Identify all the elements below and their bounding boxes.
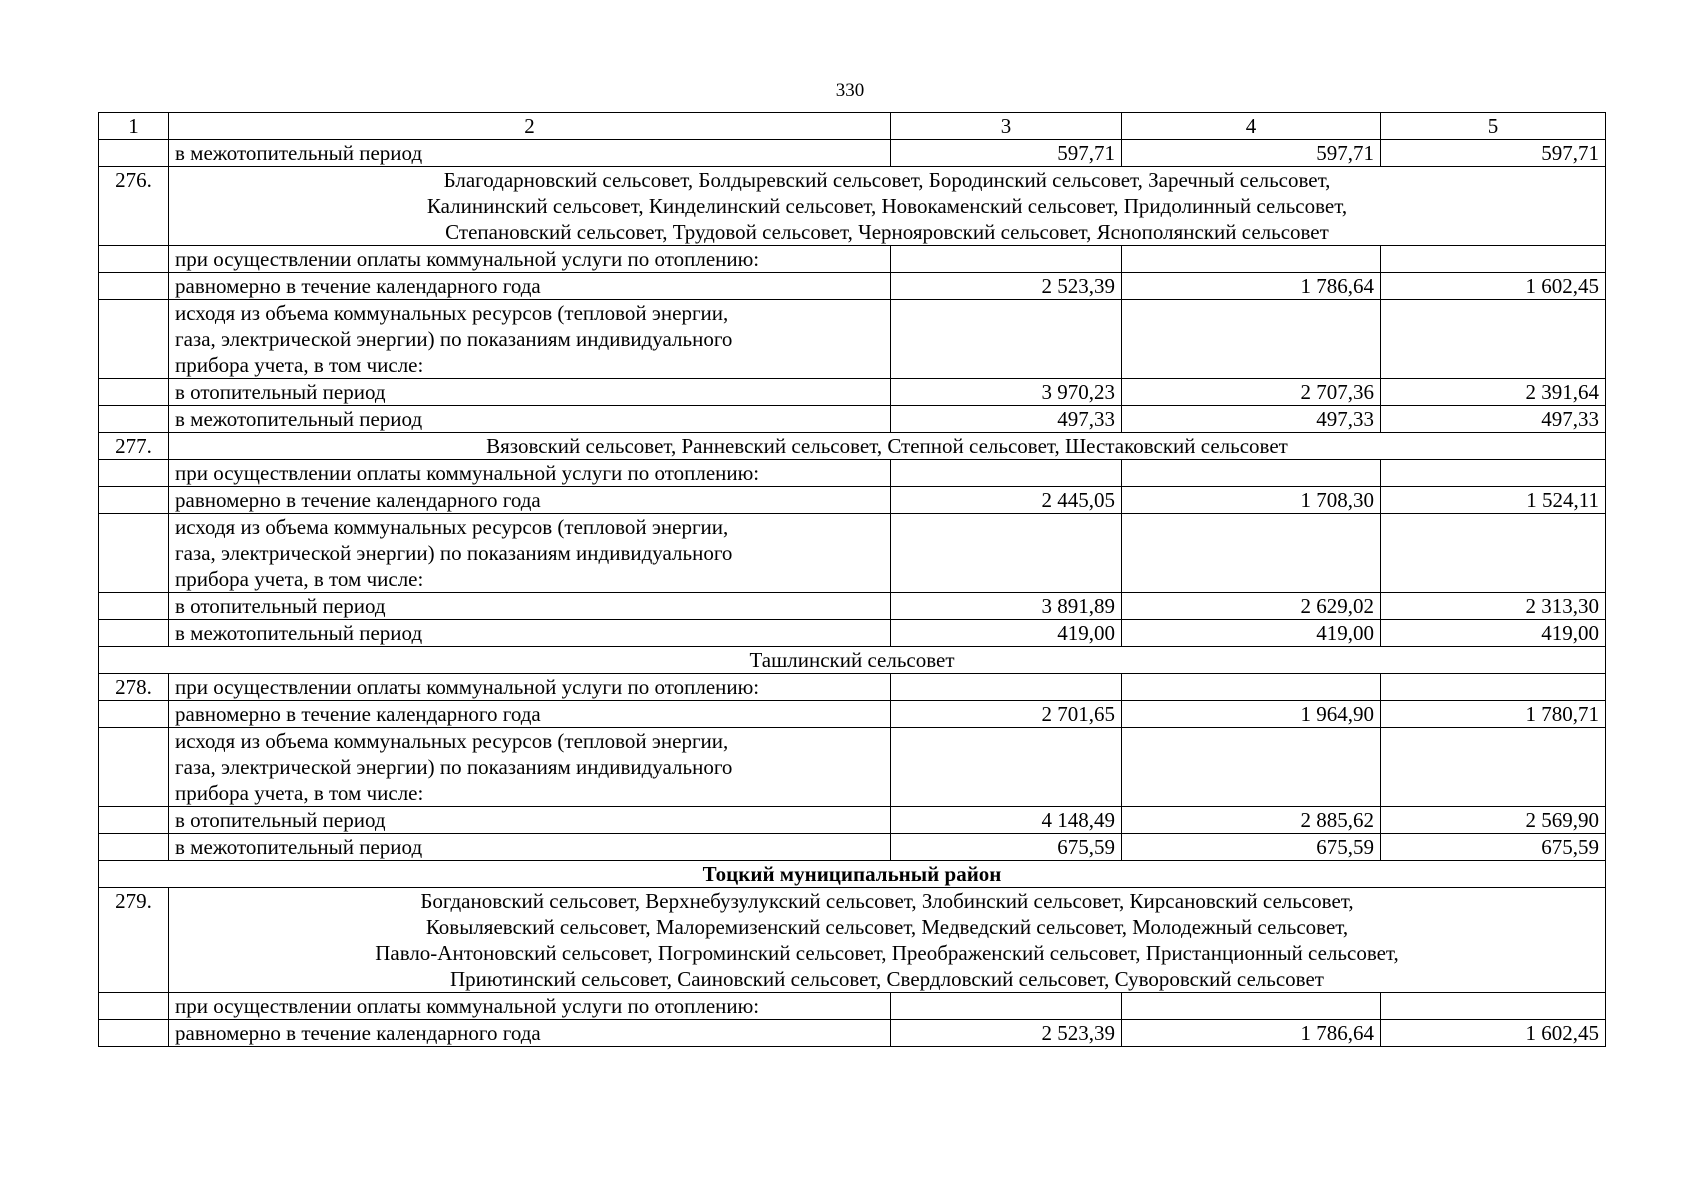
row-number-cell bbox=[99, 246, 169, 273]
value-col3-cell: 3 891,89 bbox=[891, 593, 1122, 620]
value-col3-cell bbox=[891, 460, 1122, 487]
table-row bbox=[99, 593, 1606, 620]
row-number-cell bbox=[99, 300, 169, 379]
table-body bbox=[99, 140, 1606, 1047]
table-row bbox=[99, 140, 1606, 167]
row-number-cell bbox=[99, 406, 169, 433]
row-number-cell bbox=[99, 593, 169, 620]
row-number-cell bbox=[99, 701, 169, 728]
table-row bbox=[99, 834, 1606, 861]
column-header-1: 1 bbox=[99, 113, 169, 140]
value-col3-cell: 3 970,23 bbox=[891, 379, 1122, 406]
value-col5-cell: 2 569,90 bbox=[1381, 807, 1606, 834]
value-col3-cell: 497,33 bbox=[891, 406, 1122, 433]
value-col5-cell: 2 313,30 bbox=[1381, 593, 1606, 620]
row-label-cell: в межотопительный период bbox=[169, 140, 891, 167]
row-label-cell: равномерно в течение календарного года bbox=[169, 1020, 891, 1047]
table-row bbox=[99, 273, 1606, 300]
district-row bbox=[99, 861, 1606, 888]
value-col4-cell bbox=[1122, 460, 1381, 487]
row-label-cell: при осуществлении оплаты коммунальной услуги по отоплению: bbox=[169, 460, 891, 487]
row-label-cell: равномерно в течение календарного года bbox=[169, 273, 891, 300]
row-number-cell bbox=[99, 834, 169, 861]
table-row bbox=[99, 300, 1606, 379]
value-col3-cell bbox=[891, 514, 1122, 593]
section-title-cell: Ташлинский сельсовет bbox=[99, 647, 1606, 674]
row-label-cell: в отопительный период bbox=[169, 807, 891, 834]
value-col4-cell bbox=[1122, 674, 1381, 701]
row-number-cell: 276. bbox=[99, 167, 169, 246]
group-row bbox=[99, 167, 1606, 246]
value-col5-cell bbox=[1381, 674, 1606, 701]
value-col3-cell: 419,00 bbox=[891, 620, 1122, 647]
value-col3-cell: 2 523,39 bbox=[891, 273, 1122, 300]
page-number: 330 bbox=[835, 80, 865, 101]
row-number-cell bbox=[99, 379, 169, 406]
table-row bbox=[99, 701, 1606, 728]
value-col5-cell: 1 524,11 bbox=[1381, 487, 1606, 514]
row-label-cell: равномерно в течение календарного года bbox=[169, 701, 891, 728]
table-row bbox=[99, 379, 1606, 406]
group-councils-cell: Богдановский сельсовет, Верхнебузулукский сельсовет, Злобинский сельсовет, Кирсановский сельсовет, Ковыляевский сельсовет, Малоремизенский сельсовет, Медведский сельсовет, Молодежный сельсовет, Павло-Антоновский сельсовет, Погроминский сельсовет, Преображенский сельсовет, Пристанционный сельсовет, Приютинский сельсовет, Саиновский сельсовет, Свердловский сельсовет, Суворовский сельсовет bbox=[169, 888, 1606, 993]
row-label-cell: равномерно в течение календарного года bbox=[169, 487, 891, 514]
row-label-cell: при осуществлении оплаты коммунальной услуги по отоплению: bbox=[169, 246, 891, 273]
row-label-cell: в отопительный период bbox=[169, 593, 891, 620]
row-number-cell: 277. bbox=[99, 433, 169, 460]
group-councils-cell: Благодарновский сельсовет, Болдыревский сельсовет, Бородинский сельсовет, Заречный сельсовет, Калининский сельсовет, Кинделинский сельсовет, Новокаменский сельсовет, Придолинный сельсовет, Степановский сельсовет, Трудовой сельсовет, Чернояровский сельсовет, Яснополянский сельсовет bbox=[169, 167, 1606, 246]
group-councils-cell: Вязовский сельсовет, Ранневский сельсовет, Степной сельсовет, Шестаковский сельсовет bbox=[169, 433, 1606, 460]
value-col3-cell bbox=[891, 674, 1122, 701]
value-col5-cell: 597,71 bbox=[1381, 140, 1606, 167]
value-col3-cell bbox=[891, 246, 1122, 273]
row-number-cell bbox=[99, 460, 169, 487]
value-col5-cell bbox=[1381, 514, 1606, 593]
row-number-cell: 278. bbox=[99, 674, 169, 701]
value-col5-cell: 1 602,45 bbox=[1381, 273, 1606, 300]
value-col3-cell: 2 701,65 bbox=[891, 701, 1122, 728]
row-number-cell bbox=[99, 1020, 169, 1047]
row-label-cell: в межотопительный период bbox=[169, 406, 891, 433]
value-col4-cell bbox=[1122, 993, 1381, 1020]
value-col4-cell: 675,59 bbox=[1122, 834, 1381, 861]
table-row bbox=[99, 674, 1606, 701]
value-col3-cell: 2 523,39 bbox=[891, 1020, 1122, 1047]
section-row bbox=[99, 647, 1606, 674]
value-col4-cell: 1 786,64 bbox=[1122, 273, 1381, 300]
value-col3-cell: 675,59 bbox=[891, 834, 1122, 861]
value-col3-cell bbox=[891, 993, 1122, 1020]
value-col5-cell: 419,00 bbox=[1381, 620, 1606, 647]
table-row bbox=[99, 246, 1606, 273]
row-number-cell bbox=[99, 807, 169, 834]
value-col3-cell: 2 445,05 bbox=[891, 487, 1122, 514]
district-title-cell: Тоцкий муниципальный район bbox=[99, 861, 1606, 888]
row-label-cell: при осуществлении оплаты коммунальной услуги по отоплению: bbox=[169, 993, 891, 1020]
row-label-cell: исходя из объема коммунальных ресурсов (тепловой энергии, газа, электрической энергии) по показаниям индивидуального прибора учета, в том числе: bbox=[169, 728, 891, 807]
value-col4-cell: 2 707,36 bbox=[1122, 379, 1381, 406]
value-col4-cell: 497,33 bbox=[1122, 406, 1381, 433]
value-col4-cell bbox=[1122, 728, 1381, 807]
table-row bbox=[99, 460, 1606, 487]
row-number-cell bbox=[99, 728, 169, 807]
value-col4-cell: 1 786,64 bbox=[1122, 1020, 1381, 1047]
value-col4-cell: 1 708,30 bbox=[1122, 487, 1381, 514]
row-label-cell: исходя из объема коммунальных ресурсов (тепловой энергии, газа, электрической энергии) по показаниям индивидуального прибора учета, в том числе: bbox=[169, 514, 891, 593]
value-col5-cell: 2 391,64 bbox=[1381, 379, 1606, 406]
value-col5-cell: 675,59 bbox=[1381, 834, 1606, 861]
value-col4-cell: 419,00 bbox=[1122, 620, 1381, 647]
row-label-cell: в межотопительный период bbox=[169, 834, 891, 861]
value-col5-cell: 1 780,71 bbox=[1381, 701, 1606, 728]
row-label-cell: в межотопительный период bbox=[169, 620, 891, 647]
group-row bbox=[99, 433, 1606, 460]
value-col4-cell: 2 629,02 bbox=[1122, 593, 1381, 620]
table-row bbox=[99, 1020, 1606, 1047]
value-col5-cell bbox=[1381, 993, 1606, 1020]
value-col3-cell bbox=[891, 728, 1122, 807]
row-number-cell: 279. bbox=[99, 888, 169, 993]
value-col4-cell: 597,71 bbox=[1122, 140, 1381, 167]
table-row bbox=[99, 807, 1606, 834]
row-number-cell bbox=[99, 140, 169, 167]
value-col4-cell bbox=[1122, 246, 1381, 273]
table-row bbox=[99, 728, 1606, 807]
row-label-cell: при осуществлении оплаты коммунальной услуги по отоплению: bbox=[169, 674, 891, 701]
value-col4-cell bbox=[1122, 300, 1381, 379]
value-col5-cell bbox=[1381, 300, 1606, 379]
row-number-cell bbox=[99, 487, 169, 514]
row-label-cell: исходя из объема коммунальных ресурсов (тепловой энергии, газа, электрической энергии) по показаниям индивидуального прибора учета, в том числе: bbox=[169, 300, 891, 379]
value-col4-cell: 2 885,62 bbox=[1122, 807, 1381, 834]
value-col5-cell: 1 602,45 bbox=[1381, 1020, 1606, 1047]
value-col5-cell bbox=[1381, 246, 1606, 273]
value-col4-cell: 1 964,90 bbox=[1122, 701, 1381, 728]
row-number-cell bbox=[99, 620, 169, 647]
row-number-cell bbox=[99, 514, 169, 593]
value-col5-cell bbox=[1381, 728, 1606, 807]
value-col4-cell bbox=[1122, 514, 1381, 593]
row-label-cell: в отопительный период bbox=[169, 379, 891, 406]
row-number-cell bbox=[99, 993, 169, 1020]
value-col3-cell: 597,71 bbox=[891, 140, 1122, 167]
table-row bbox=[99, 406, 1606, 433]
row-number-cell bbox=[99, 273, 169, 300]
column-header-3: 3 bbox=[891, 113, 1122, 140]
column-header-5: 5 bbox=[1381, 113, 1606, 140]
value-col3-cell bbox=[891, 300, 1122, 379]
table-row bbox=[99, 487, 1606, 514]
value-col5-cell bbox=[1381, 460, 1606, 487]
value-col3-cell: 4 148,49 bbox=[891, 807, 1122, 834]
value-col5-cell: 497,33 bbox=[1381, 406, 1606, 433]
table-row bbox=[99, 514, 1606, 593]
table-row bbox=[99, 993, 1606, 1020]
column-header-4: 4 bbox=[1122, 113, 1381, 140]
group-row bbox=[99, 888, 1606, 993]
column-header-2: 2 bbox=[169, 113, 891, 140]
table-header-row bbox=[99, 113, 1606, 140]
tariff-table bbox=[98, 112, 1606, 1047]
table-row bbox=[99, 620, 1606, 647]
